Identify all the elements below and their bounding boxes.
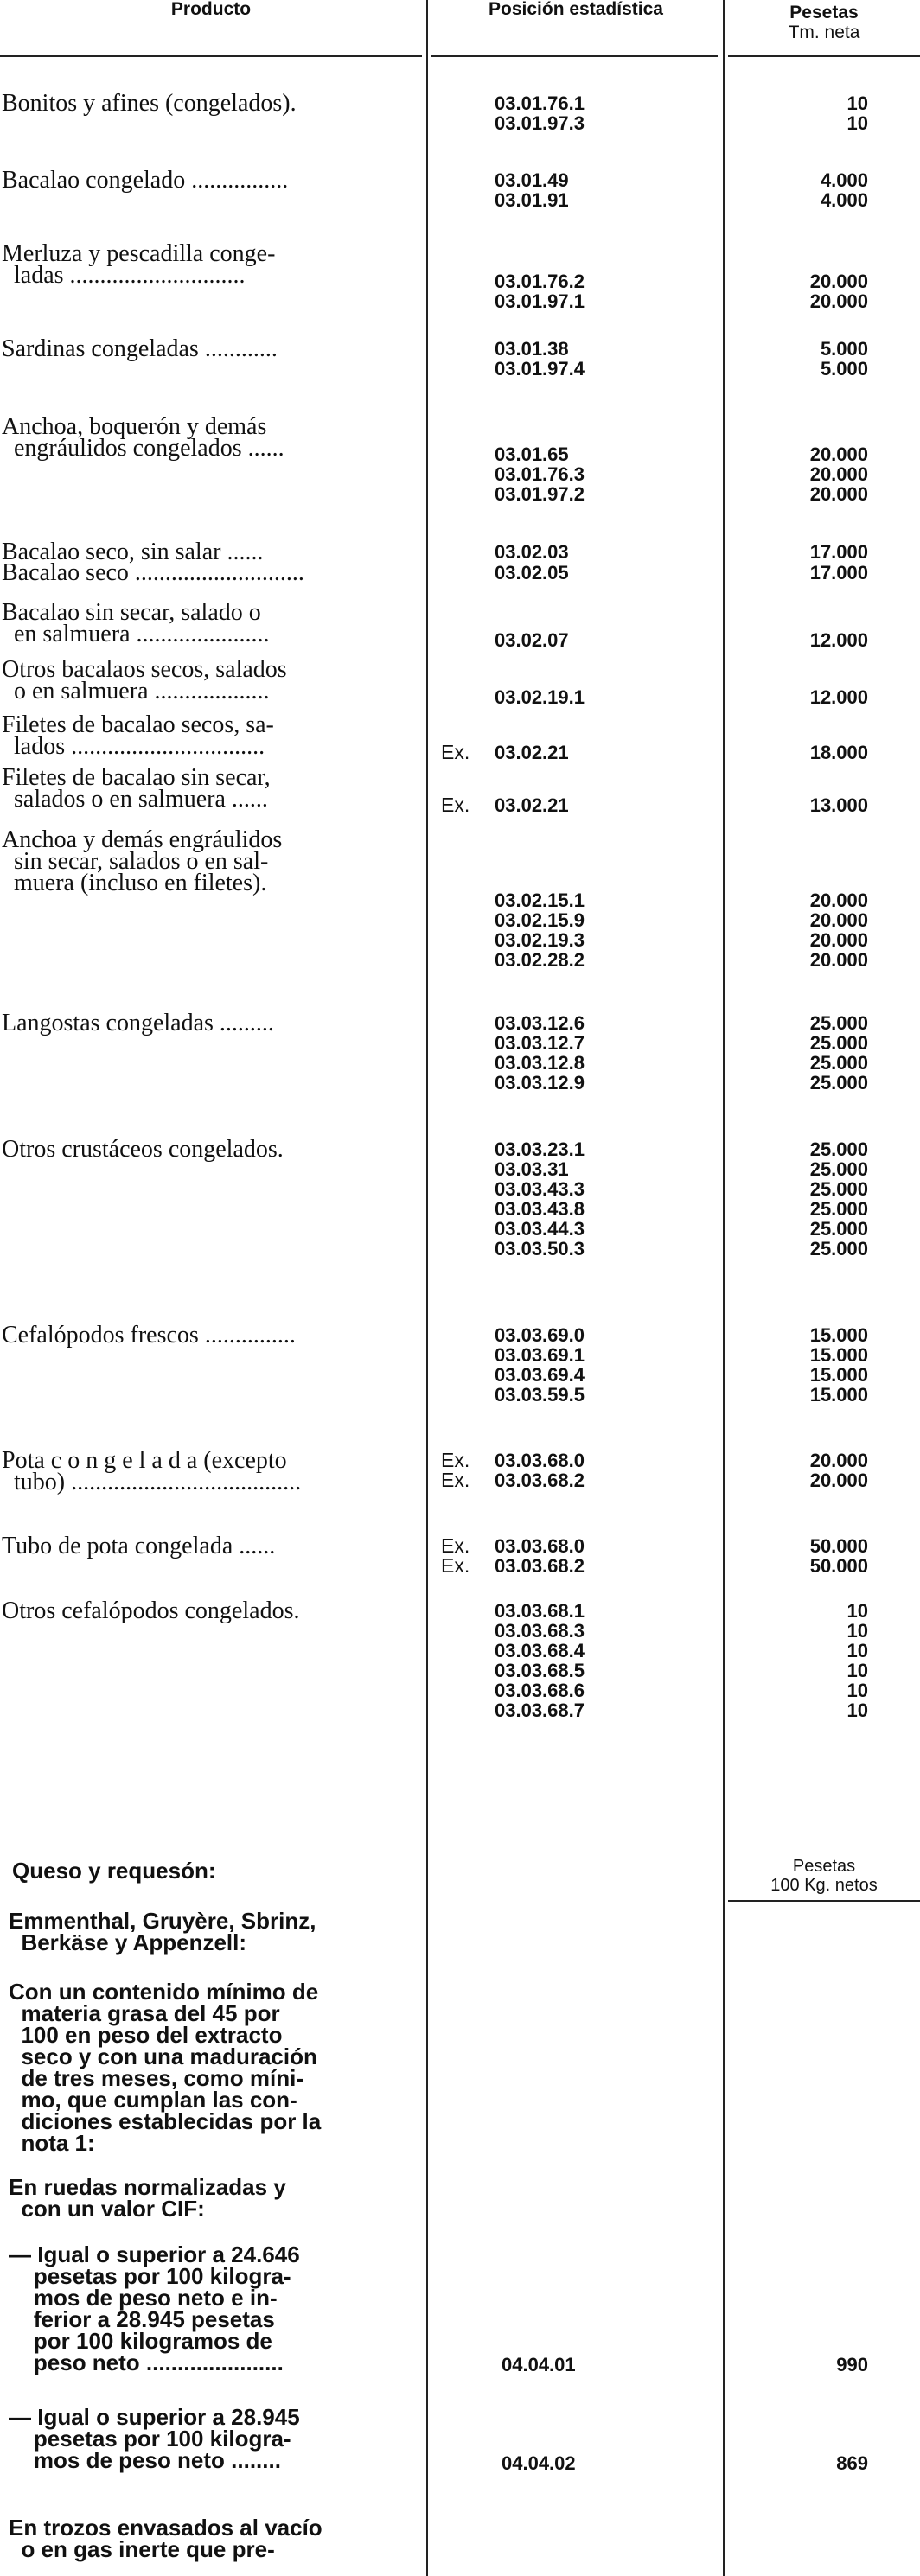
pesetas-values bbox=[726, 1325, 868, 1405]
position-code: 03.02.21 bbox=[495, 742, 569, 763]
product-line: Otros cefalópodos congelados. bbox=[2, 1597, 300, 1624]
position-code: 03.02.15.9 bbox=[495, 909, 585, 931]
pesetas-value: 20.000 bbox=[809, 889, 868, 911]
pesetas-value: 25.000 bbox=[809, 1238, 868, 1259]
pesetas-values bbox=[726, 271, 868, 311]
product-line: Filetes de bacalao secos, sa- bbox=[2, 711, 274, 738]
position-code: 03.03.68.5 bbox=[495, 1660, 585, 1681]
position-codes bbox=[495, 1139, 763, 1259]
pesetas-value: 20.000 bbox=[809, 443, 868, 465]
cheese-line: con un valor CIF: bbox=[9, 2196, 205, 2222]
pesetas-value: 10 bbox=[847, 1640, 868, 1661]
pesetas-values bbox=[726, 743, 868, 762]
cheese-code-1: 04.04.01 bbox=[502, 2354, 576, 2375]
product-line: Bonitos y afines (congelados). bbox=[2, 90, 297, 117]
header-rule-position bbox=[431, 55, 718, 57]
position-code: 03.01.49 bbox=[495, 169, 569, 191]
position-codes bbox=[495, 795, 763, 815]
product-line: o en salmuera ................... bbox=[2, 678, 270, 705]
product-name bbox=[2, 1597, 300, 1624]
position-code: 03.03.68.3 bbox=[495, 1620, 585, 1642]
cheese-line: o en gas inerte que pre- bbox=[9, 2536, 275, 2562]
pesetas-value: 20.000 bbox=[809, 463, 868, 485]
position-code: 03.03.59.5 bbox=[495, 1384, 585, 1406]
position-code: 03.03.43.8 bbox=[495, 1198, 585, 1220]
cheese-paragraph-p5 bbox=[9, 2404, 300, 2473]
position-codes bbox=[495, 1601, 763, 1720]
product-line: Pota c o n g e l a d a (excepto bbox=[2, 1447, 287, 1474]
position-code: 03.03.12.7 bbox=[495, 1032, 585, 1054]
position-codes bbox=[495, 1325, 763, 1405]
position-code: 03.02.15.1 bbox=[495, 889, 585, 911]
pesetas-values bbox=[726, 170, 868, 210]
position-code: 03.03.69.1 bbox=[495, 1344, 585, 1366]
product-line: ladas ............................. bbox=[2, 262, 246, 289]
cheese-code-2: 04.04.02 bbox=[502, 2452, 576, 2474]
cheese-title: Queso y requesón: bbox=[12, 1858, 216, 1884]
pesetas-value: 20.000 bbox=[809, 949, 868, 971]
cheese-paragraph-p6 bbox=[9, 2517, 323, 2560]
pesetas-values bbox=[726, 795, 868, 815]
pesetas-value: 5.000 bbox=[820, 338, 868, 360]
position-code: 03.03.12.8 bbox=[495, 1052, 585, 1074]
product-line: lados ................................ bbox=[2, 733, 265, 760]
cheese-line: En ruedas normalizadas y bbox=[9, 2174, 286, 2200]
product-line: Otros bacalaos secos, salados bbox=[2, 656, 287, 683]
product-line: Bacalao sin secar, salado o bbox=[2, 599, 261, 626]
position-codes bbox=[495, 271, 763, 311]
position-code: 03.02.21 bbox=[495, 794, 569, 816]
cheese-line: ferior a 28.945 pesetas bbox=[9, 2306, 275, 2332]
cheese-line: peso neto ...................... bbox=[9, 2350, 284, 2375]
product-name bbox=[2, 656, 287, 705]
position-code: 03.02.05 bbox=[495, 562, 569, 583]
pesetas-values bbox=[726, 1536, 868, 1576]
pesetas-value: 25.000 bbox=[809, 1178, 868, 1200]
pesetas-value: 10 bbox=[847, 1699, 868, 1721]
pesetas-values bbox=[726, 1451, 868, 1490]
pesetas-values bbox=[726, 630, 868, 650]
product-line: Cefalópodos frescos ............... bbox=[2, 1322, 296, 1349]
position-code: 03.01.76.1 bbox=[495, 92, 585, 114]
cheese-value-2: 869 bbox=[836, 2452, 868, 2474]
position-codes bbox=[495, 1536, 763, 1576]
cheese-pesetas: Pesetas bbox=[792, 1857, 856, 1876]
pesetas-value: 10 bbox=[847, 1620, 868, 1642]
pesetas-value: 18.000 bbox=[809, 742, 868, 763]
cheese-line: En trozos envasados al vacío bbox=[9, 2515, 323, 2541]
position-code: 03.02.19.1 bbox=[495, 686, 585, 708]
product-line: Langostas congeladas ......... bbox=[2, 1010, 274, 1036]
position-code: 03.02.19.3 bbox=[495, 929, 585, 951]
pesetas-value: 20.000 bbox=[809, 1470, 868, 1491]
cheese-line: seco y con una maduración bbox=[9, 2044, 317, 2069]
position-code: 03.01.97.3 bbox=[495, 112, 585, 134]
pesetas-value: 10 bbox=[847, 1600, 868, 1622]
ex-marker: Ex. bbox=[441, 1449, 470, 1471]
pesetas-value: 20.000 bbox=[809, 1450, 868, 1471]
product-name bbox=[2, 826, 283, 896]
pesetas-value: 25.000 bbox=[809, 1138, 868, 1160]
product-name bbox=[2, 1322, 296, 1349]
pesetas-values bbox=[726, 1601, 868, 1720]
cheese-line: 100 en peso del extracto bbox=[9, 2022, 283, 2048]
pesetas-value: 20.000 bbox=[809, 483, 868, 505]
cheese-line: de tres meses, como míni- bbox=[9, 2065, 304, 2091]
position-code: 03.03.69.4 bbox=[495, 1364, 585, 1386]
product-line: tubo) ...................................... bbox=[2, 1469, 302, 1495]
header-pesetas-unit: Tm. neta bbox=[788, 22, 860, 42]
position-code: 03.01.97.4 bbox=[495, 358, 585, 379]
pesetas-value: 12.000 bbox=[809, 629, 868, 651]
position-code: 03.03.68.6 bbox=[495, 1680, 585, 1701]
pesetas-values bbox=[726, 444, 868, 504]
product-line: Filetes de bacalao sin secar, bbox=[2, 764, 271, 791]
product-name bbox=[2, 240, 276, 289]
header-rule-product bbox=[0, 55, 422, 57]
pesetas-value: 25.000 bbox=[809, 1012, 868, 1034]
product-line: Tubo de pota congelada ...... bbox=[2, 1533, 276, 1559]
pesetas-value: 5.000 bbox=[820, 358, 868, 379]
position-code: 03.01.38 bbox=[495, 338, 569, 360]
product-line: Bacalao seco ............................ bbox=[2, 559, 304, 586]
cheese-paragraph-p1 bbox=[9, 1910, 316, 1954]
cheese-line: por 100 kilogramos de bbox=[9, 2328, 272, 2354]
product-line: Otros crustáceos congelados. bbox=[2, 1136, 284, 1163]
header-pesetas: Pesetas bbox=[789, 3, 859, 22]
product-line: salados o en salmuera ...... bbox=[2, 786, 268, 813]
pesetas-value: 20.000 bbox=[809, 929, 868, 951]
position-code: 03.03.12.6 bbox=[495, 1012, 585, 1034]
position-code: 03.03.68.0 bbox=[495, 1450, 585, 1471]
product-line: muera (incluso en filetes). bbox=[2, 870, 267, 896]
pesetas-value: 15.000 bbox=[809, 1324, 868, 1346]
position-codes bbox=[495, 563, 763, 583]
position-codes bbox=[495, 890, 763, 970]
product-line: Sardinas congeladas ............ bbox=[2, 335, 278, 362]
position-code: 03.03.50.3 bbox=[495, 1238, 585, 1259]
position-code: 03.03.12.9 bbox=[495, 1072, 585, 1094]
position-codes bbox=[495, 687, 763, 707]
cheese-pesetas-unit: 100 Kg. netos bbox=[770, 1876, 878, 1895]
cheese-line: mos de peso neto e in- bbox=[9, 2285, 278, 2311]
pesetas-value: 25.000 bbox=[809, 1198, 868, 1220]
cheese-line: — Igual o superior a 24.646 bbox=[9, 2241, 300, 2267]
product-line: engráulidos congelados ...... bbox=[2, 435, 284, 462]
product-line: Merluza y pescadilla conge- bbox=[2, 240, 276, 267]
position-codes bbox=[495, 1013, 763, 1093]
pesetas-value: 13.000 bbox=[809, 794, 868, 816]
ex-marker: Ex. bbox=[441, 1469, 470, 1491]
pesetas-value: 25.000 bbox=[809, 1218, 868, 1240]
position-code: 03.02.07 bbox=[495, 629, 569, 651]
pesetas-values bbox=[726, 1139, 868, 1259]
pesetas-value: 15.000 bbox=[809, 1364, 868, 1386]
pesetas-values bbox=[726, 542, 868, 562]
product-line: Bacalao seco, sin salar ...... bbox=[2, 539, 264, 565]
product-line: Anchoa y demás engráulidos bbox=[2, 826, 283, 853]
column-rule-left bbox=[426, 0, 428, 2576]
cheese-paragraph-p2 bbox=[9, 1981, 321, 2154]
cheese-paragraph-p4 bbox=[9, 2241, 300, 2375]
product-name bbox=[2, 335, 278, 362]
pesetas-value: 25.000 bbox=[809, 1072, 868, 1094]
pesetas-values bbox=[726, 1013, 868, 1093]
cheese-line: diciones establecidas por la bbox=[9, 2108, 322, 2134]
pesetas-value: 15.000 bbox=[809, 1384, 868, 1406]
position-codes bbox=[495, 93, 763, 133]
pesetas-value: 50.000 bbox=[809, 1535, 868, 1557]
product-line: Bacalao congelado ................ bbox=[2, 167, 289, 194]
position-code: 03.01.65 bbox=[495, 443, 569, 465]
position-codes bbox=[495, 743, 763, 762]
pesetas-value: 25.000 bbox=[809, 1158, 868, 1180]
pesetas-value: 20.000 bbox=[809, 909, 868, 931]
cheese-line: — Igual o superior a 28.945 bbox=[9, 2404, 300, 2430]
header-product: Producto bbox=[170, 0, 252, 19]
pesetas-value: 10 bbox=[847, 1660, 868, 1681]
pesetas-value: 17.000 bbox=[809, 541, 868, 563]
pesetas-value: 4.000 bbox=[820, 189, 868, 211]
position-code: 03.01.91 bbox=[495, 189, 569, 211]
cheese-line: mo, que cumplan las con- bbox=[9, 2087, 297, 2113]
cheese-line: nota 1: bbox=[9, 2130, 95, 2156]
cheese-header-rule bbox=[728, 1900, 920, 1902]
pesetas-value: 10 bbox=[847, 92, 868, 114]
position-codes bbox=[495, 170, 763, 210]
pesetas-value: 25.000 bbox=[809, 1052, 868, 1074]
pesetas-values bbox=[726, 890, 868, 970]
product-name bbox=[2, 599, 270, 647]
pesetas-value: 50.000 bbox=[809, 1555, 868, 1577]
pesetas-values bbox=[726, 93, 868, 133]
position-code: 03.01.76.2 bbox=[495, 271, 585, 292]
pesetas-values bbox=[726, 563, 868, 583]
position-code: 03.03.68.1 bbox=[495, 1600, 585, 1622]
cheese-line: materia grasa del 45 por bbox=[9, 2000, 280, 2026]
cheese-line: pesetas por 100 kilogra- bbox=[9, 2263, 291, 2289]
position-code: 03.02.03 bbox=[495, 541, 569, 563]
position-codes bbox=[495, 444, 763, 504]
position-code: 03.01.76.3 bbox=[495, 463, 585, 485]
ex-marker: Ex. bbox=[441, 794, 470, 816]
position-code: 03.03.23.1 bbox=[495, 1138, 585, 1160]
position-codes bbox=[495, 339, 763, 379]
position-code: 03.03.68.7 bbox=[495, 1699, 585, 1721]
ex-marker: Ex. bbox=[441, 1554, 470, 1577]
position-codes bbox=[495, 630, 763, 650]
product-name bbox=[2, 559, 304, 586]
position-code: 03.02.28.2 bbox=[495, 949, 585, 971]
cheese-line: pesetas por 100 kilogra- bbox=[9, 2426, 291, 2452]
cheese-line: Con un contenido mínimo de bbox=[9, 1979, 319, 2005]
pesetas-value: 10 bbox=[847, 112, 868, 134]
product-name bbox=[2, 167, 289, 194]
cheese-line: Emmenthal, Gruyère, Sbrinz, bbox=[9, 1908, 316, 1934]
ex-marker: Ex. bbox=[441, 1534, 470, 1557]
cheese-value-1: 990 bbox=[836, 2354, 868, 2375]
position-code: 03.01.97.2 bbox=[495, 483, 585, 505]
pesetas-value: 15.000 bbox=[809, 1344, 868, 1366]
column-rule-right bbox=[723, 0, 725, 2576]
product-line: Anchoa, boquerón y demás bbox=[2, 413, 267, 440]
pesetas-value: 20.000 bbox=[809, 290, 868, 312]
product-name bbox=[2, 1533, 276, 1559]
product-name bbox=[2, 1010, 274, 1036]
product-name bbox=[2, 711, 274, 760]
ex-marker: Ex. bbox=[441, 741, 470, 763]
pesetas-values bbox=[726, 687, 868, 707]
cheese-line: mos de peso neto ........ bbox=[9, 2447, 281, 2473]
position-code: 03.03.68.0 bbox=[495, 1535, 585, 1557]
position-codes bbox=[495, 542, 763, 562]
product-line: sin secar, salados o en sal- bbox=[2, 848, 269, 875]
product-name bbox=[2, 1136, 284, 1163]
position-code: 03.03.68.4 bbox=[495, 1640, 585, 1661]
position-codes bbox=[495, 1451, 763, 1490]
pesetas-value: 4.000 bbox=[820, 169, 868, 191]
product-name bbox=[2, 764, 271, 813]
position-code: 03.03.68.2 bbox=[495, 1470, 585, 1491]
position-code: 03.01.97.1 bbox=[495, 290, 585, 312]
product-name bbox=[2, 1447, 302, 1495]
position-code: 03.03.44.3 bbox=[495, 1218, 585, 1240]
pesetas-value: 10 bbox=[847, 1680, 868, 1701]
header-position: Posición estadística bbox=[489, 0, 663, 19]
pesetas-value: 25.000 bbox=[809, 1032, 868, 1054]
position-code: 03.03.69.0 bbox=[495, 1324, 585, 1346]
product-name bbox=[2, 90, 297, 117]
pesetas-value: 12.000 bbox=[809, 686, 868, 708]
pesetas-values bbox=[726, 339, 868, 379]
position-code: 03.03.43.3 bbox=[495, 1178, 585, 1200]
header-rule-pesetas bbox=[728, 55, 920, 57]
product-line: en salmuera ...................... bbox=[2, 621, 270, 647]
cheese-line: Berkäse y Appenzell: bbox=[9, 1929, 247, 1955]
cheese-paragraph-p3 bbox=[9, 2174, 286, 2222]
position-code: 03.03.68.2 bbox=[495, 1555, 585, 1577]
product-name bbox=[2, 413, 284, 462]
pesetas-value: 17.000 bbox=[809, 562, 868, 583]
pesetas-value: 20.000 bbox=[809, 271, 868, 292]
position-code: 03.03.31 bbox=[495, 1158, 569, 1180]
